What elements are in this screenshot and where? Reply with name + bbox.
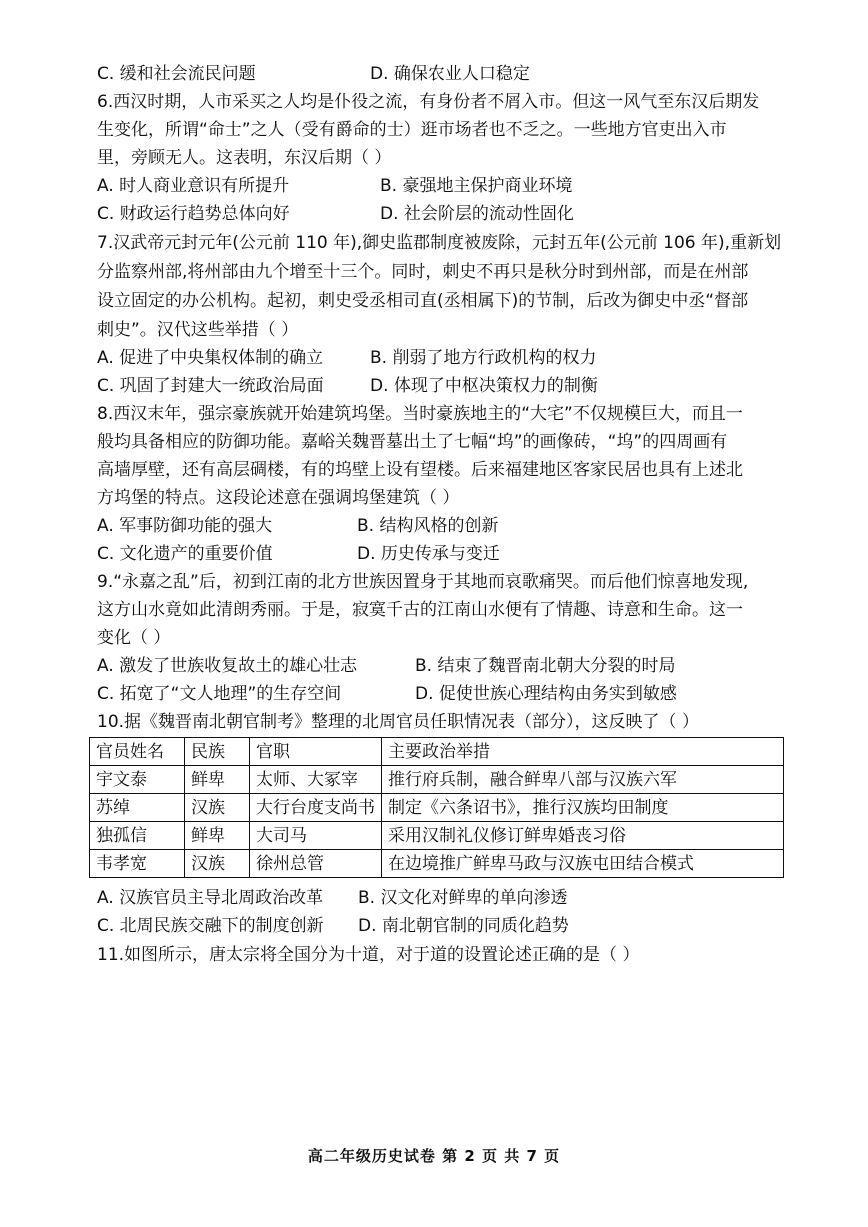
option-a: A. 时人商业意识有所提升: [97, 176, 290, 196]
table-row: [90, 822, 784, 850]
option-b: B. 削弱了地方行政机构的权力: [370, 348, 597, 368]
table-cell: 鲜卑: [185, 822, 250, 850]
table-cell: 大司马: [250, 822, 382, 850]
option-d: D. 促使世族心理结构由务实到敏感: [415, 684, 677, 704]
table-cell: 制定《六条诏书》，推行汉族均田制度: [382, 794, 784, 822]
option-c: C. 巩固了封建大一统政治局面: [97, 376, 324, 396]
table-cell: 宇文泰: [90, 766, 185, 794]
option-c: C. 文化遗产的重要价值: [97, 544, 273, 564]
option-d: D. 社会阶层的流动性固化: [380, 204, 574, 224]
question-9-line: 这方山水竟如此清朗秀丽。于是，寂寞千古的江南山水便有了情趣、诗意和生命。这一: [97, 600, 743, 620]
question-8-line: 8.西汉末年，强宗豪族就开始建筑坞堡。当时豪族地主的“大宅”不仅规模巨大，而且一: [97, 404, 743, 424]
option-d: D. 确保农业人口稳定: [370, 64, 530, 84]
question-8-line: 般均具备相应的防御功能。嘉峪关魏晋墓出土了七幅“坞”的画像砖，“坞”的四周画有: [97, 432, 728, 452]
question-6-line: 生变化，所谓“命士”之人（受有爵命的士）逛市场者也不乏之。一些地方官吏出入市: [97, 120, 727, 140]
table-cell: 独孤信: [90, 822, 185, 850]
table-cell: 鲜卑: [185, 766, 250, 794]
table-cell: 采用汉制礼仪修订鲜卑婚丧习俗: [382, 822, 784, 850]
question-8-line: 方坞堡的特点。这段论述意在强调坞堡建筑（ ）: [97, 488, 460, 508]
table-row: [90, 794, 784, 822]
table-header-cell: 官员姓名: [90, 738, 185, 766]
option-c: C. 财政运行趋势总体向好: [97, 204, 290, 224]
option-a: A. 激发了世族收复故土的雄心壮志: [97, 656, 358, 676]
option-d: D. 体现了中枢决策权力的制衡: [370, 376, 598, 396]
option-b: B. 汉文化对鲜卑的单向渗透: [358, 888, 568, 908]
table-cell: 在边境推广鲜卑马政与汉族屯田结合模式: [382, 850, 784, 878]
question-7-line: 设立固定的办公机构。起初，刺史受丞相司直(丞相属下)的节制，后改为御史中丞“督部: [97, 291, 749, 311]
question-8-line: 高墙厚壁，还有高层碉楼，有的坞壁上设有望楼。后来福建地区客家民居也具有上述北: [97, 460, 743, 480]
page-footer: 高二年级历史试卷 第 2 页 共 7 页: [307, 1147, 561, 1165]
option-a: A. 汉族官员主导北周政治改革: [97, 888, 324, 908]
table-cell: 苏绰: [90, 794, 185, 822]
option-b: B. 结束了魏晋南北朝大分裂的时局: [415, 656, 676, 676]
question-7-line: 刺史”。汉代这些举措（ ）: [97, 320, 299, 340]
table-cell: 徐州总管: [250, 850, 382, 878]
question-11-stem: 11.如图所示，唐太宗将全国分为十道，对于道的设置论述正确的是（ ）: [97, 945, 640, 965]
option-b: B. 豪强地主保护商业环境: [380, 176, 573, 196]
option-c: C. 北周民族交融下的制度创新: [97, 916, 324, 936]
table-cell: 汉族: [185, 794, 250, 822]
option-d: D. 历史传承与变迁: [357, 544, 500, 564]
table-cell: 推行府兵制，融合鲜卑八部与汉族六军: [382, 766, 784, 794]
table-cell: 太师、大冢宰: [250, 766, 382, 794]
table-header-row: [90, 738, 784, 766]
table-header-cell: 主要政治举措: [382, 738, 784, 766]
option-d: D. 南北朝官制的同质化趋势: [358, 916, 569, 936]
question-7-line: 7.汉武帝元封元年(公元前 110 年),御史监郡制度被废除，元封五年(公元前 106 年),重新划: [97, 233, 782, 253]
table-header-cell: 官职: [250, 738, 382, 766]
question-9-line: 9.“永嘉之乱”后，初到江南的北方世族因置身于其地而哀歌痛哭。而后他们惊喜地发现,: [97, 572, 749, 592]
option-a: A. 促进了中央集权体制的确立: [97, 348, 324, 368]
question-6-line: 里，旁顾无人。这表明，东汉后期（ ）: [97, 148, 392, 168]
table-row: [90, 850, 784, 878]
table-header-cell: 民族: [185, 738, 250, 766]
option-c: C. 拓宽了“文人地理”的生存空间: [97, 684, 342, 704]
table-cell: 汉族: [185, 850, 250, 878]
option-b: B. 结构风格的创新: [357, 516, 499, 536]
question-6-line: 6.西汉时期，人市采买之人均是仆役之流，有身份者不屑入市。但这一风气至东汉后期发: [97, 92, 760, 112]
officials-table: [89, 737, 784, 878]
question-10-stem: 10.据《魏晋南北朝官制考》整理的北周官员任职情况表（部分），这反映了（ ）: [97, 712, 699, 732]
table-cell: 韦孝宽: [90, 850, 185, 878]
question-9-line: 变化（ ）: [97, 628, 171, 648]
table-cell: 大行台度支尚书: [250, 794, 382, 822]
question-7-line: 分监察州部,将州部由九个增至十三个。同时，刺史不再只是秋分时到州部，而是在州部: [97, 262, 749, 282]
option-c: C. 缓和社会流民问题: [97, 64, 256, 84]
option-a: A. 军事防御功能的强大: [97, 516, 273, 536]
table-row: [90, 766, 784, 794]
